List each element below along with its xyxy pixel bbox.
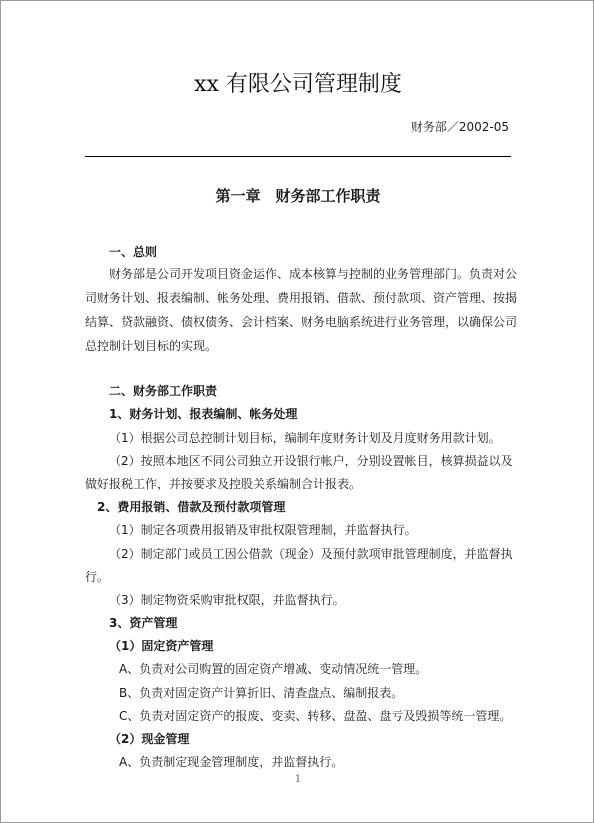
subsection-heading: 1、财务计划、报表编制、帐务处理 — [109, 407, 298, 421]
department-date: 财务部／2002-05 — [410, 120, 509, 134]
list-item: A、负责制定现金管理制度，并监督执行。 — [119, 755, 344, 769]
list-item: （1）根据公司总控制计划目标，编制年度财务计划及月度财务用款计划。 — [109, 431, 501, 445]
list-item: （1）制定各项费用报销及审批权限管理制，并监督执行。 — [109, 523, 417, 537]
list-item: C、负责对固定资产的报废、变卖、转移、盘盈、盘亏及毁损等统一管理。 — [119, 709, 512, 723]
list-item: 行。 — [85, 570, 110, 584]
subsection-heading: 3、资产管理 — [109, 616, 178, 630]
subsection-heading: 2、费用报销、借款及预付款项管理 — [97, 500, 286, 514]
chapter-title: 第一章 财务部工作职责 — [215, 187, 381, 205]
list-item: B、负责对固定资产计算折旧、清查盘点、编制报表。 — [119, 686, 404, 700]
list-item: 做好报税工作，并按要求及控股关系编制合计报表。 — [85, 477, 362, 491]
document-title: xx 有限公司管理制度 — [194, 72, 402, 97]
header-divider — [85, 156, 511, 157]
sub-subsection-heading: （2）现金管理 — [109, 732, 190, 746]
paragraph-line: 司财务计划、报表编制、帐务处理、费用报销、借款、预付款项、资产管理、按揭 — [85, 291, 518, 305]
list-item: （2）制定部门或员工因公借款（现金）及预付款项审批管理制度，并监督执 — [109, 547, 513, 561]
paragraph-line: 结算、贷款融资、债权债务、会计档案、财务电脑系统进行业务管理，以确保公司 — [85, 315, 518, 329]
paragraph-line: 财务部是公司开发项目资金运作、成本核算与控制的业务管理部门。负责对公 — [109, 267, 518, 281]
page-number: 1 — [294, 774, 302, 785]
paragraph-line: 总控制计划目标的实现。 — [85, 339, 218, 353]
list-item: （2）按照本地区不同公司独立开设银行帐户，分别设置帐目，核算损益以及 — [109, 454, 513, 468]
sub-subsection-heading: （1）固定资产管理 — [109, 639, 214, 653]
list-item: A、负责对公司购置的固定资产增减、变动情况统一管理。 — [119, 662, 428, 676]
section-heading-duties: 二、财务部工作职责 — [109, 384, 218, 398]
list-item: （3）制定物资采购审批权限，并监督执行。 — [109, 593, 345, 607]
section-heading-general: 一、总则 — [109, 245, 158, 259]
